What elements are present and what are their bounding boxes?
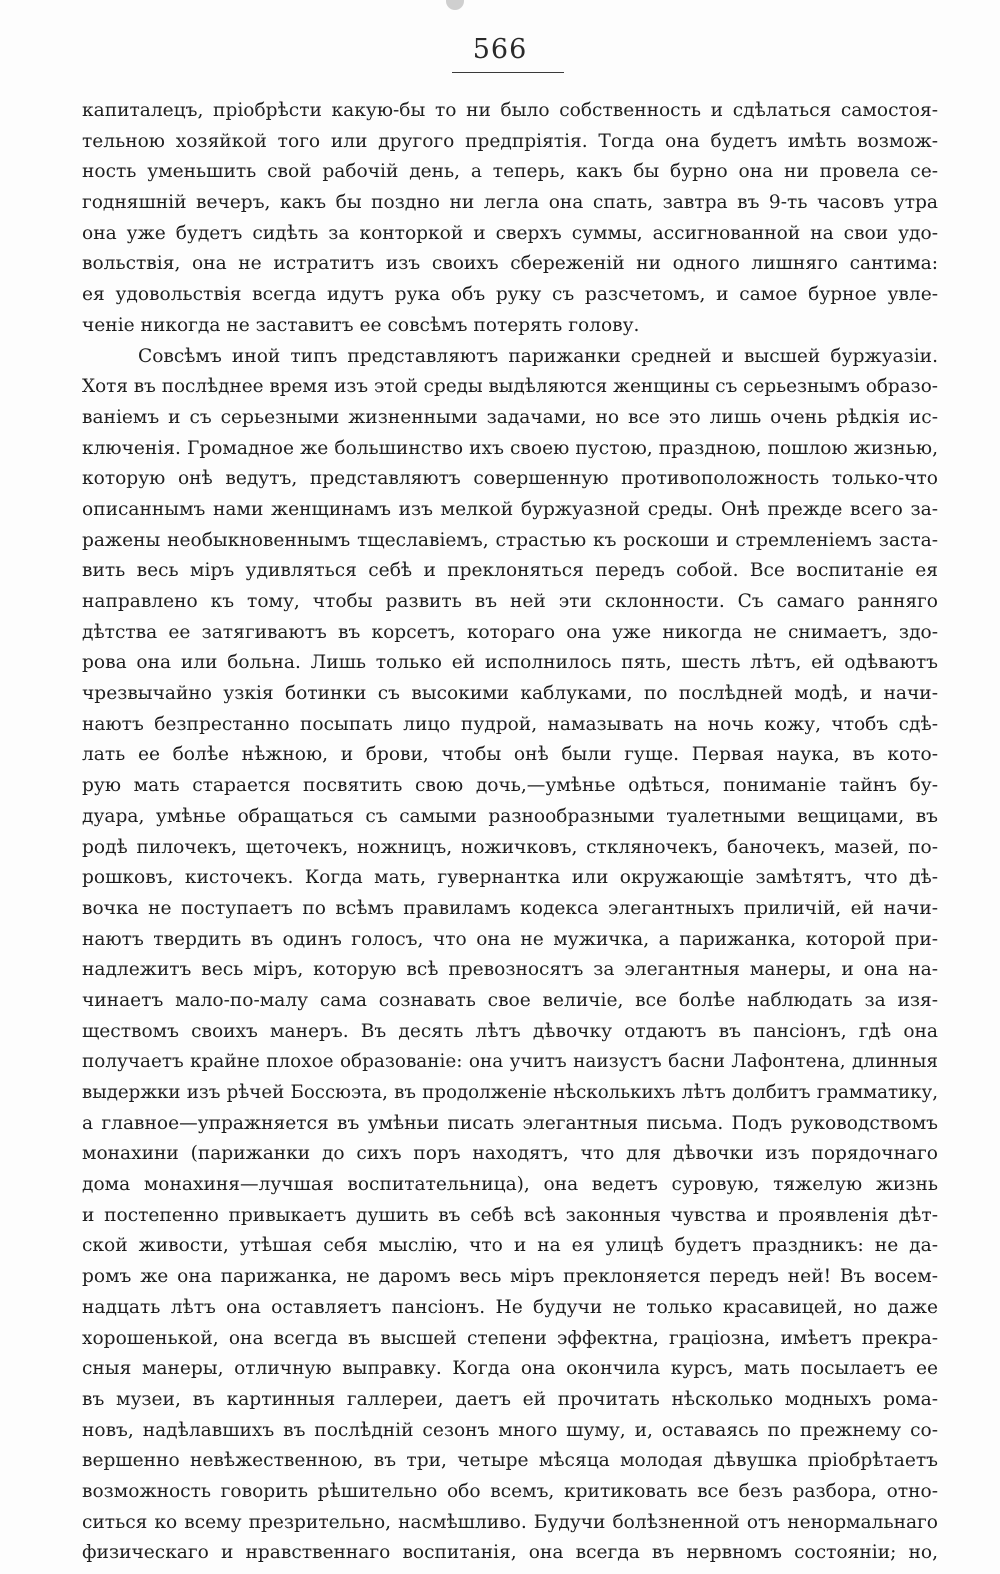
text-line: въ музеи, въ картинныя галлереи, даетъ ей прочитать нѣсколько модныхъ рома- [82,1388,938,1410]
text-line: ея удовольствія всегда идутъ рука объ руку съ разсчетомъ, и самое бурное увле- [82,284,938,306]
text-line: наютъ безпрестанно посыпать лицо пудрой, намазывать на ночь кожу, чтобъ сдѣ- [82,713,938,735]
text-line: капиталецъ, пріобрѣсти какую-бы то ни было собственность и сдѣлаться самостоя- [82,100,938,121]
text-line: вольствія, она не истратитъ изъ своихъ сбереженій ни одного лишняго сантима: [82,253,938,275]
text-line: направлено къ тому, чтобы развить въ ней эти склонности. Съ самаго ранняго [82,591,938,612]
text-line: годняшній вечеръ, какъ бы поздно ни легла она спать, завтра въ 9-ть часовъ утра [82,192,938,214]
text-line: Хотя въ послѣднее время изъ этой среды выдѣляются женщины съ серьезнымъ образо- [82,376,938,398]
text-line: ситься ко всему презрительно, насмѣшливо. Будучи болѣзненной отъ ненормальнаго [82,1511,938,1533]
text-line: рова она или больна. Лишь только ей исполнилось пять, шесть лѣтъ, ей одѣваютъ [82,652,938,674]
text-line: надцать лѣтъ она оставляетъ пансіонъ. Не будучи не только красавицей, но даже [82,1296,938,1318]
text-line: тельною хозяйкой того или другого предпріятія. Тогда она будетъ имѣть возмож- [82,130,938,152]
text-line: вершенно невѣжественною, въ три, четыре мѣсяца молодая дѣвушка пріобрѣтаетъ [82,1450,938,1472]
text-line: ражены необыкновеннымъ тщеславіемъ, страстью къ роскоши и стремленіемъ заста- [82,529,938,551]
text-line: вочка не поступаетъ по всѣмъ правиламъ кодекса элегантныхъ приличій, ей начи- [82,897,938,919]
text-line: монахини (парижанки до сихъ поръ находятъ, что для дѣвочки изъ порядочнаго [82,1143,938,1165]
text-line: родѣ пилочекъ, щеточекъ, ножницъ, ножичковъ, стклянoчекъ, баночекъ, мазей, по- [82,836,938,858]
text-line: рую мать старается посвятить свою дочь,—умѣнье одѣться, пониманіе тайнъ бу- [82,775,938,797]
text-line: возможность говорить рѣшительно обо всемъ, критиковать все безъ разбора, отно- [82,1480,938,1502]
text-line: ность уменьшить свой рабочій день, а теперь, какъ бы бурно она ни провела се- [82,161,938,183]
page-number: 566 [472,34,528,65]
text-line: наютъ твердить въ одинъ голосъ, что она не мужичка, а парижанка, которой при- [82,928,938,950]
paragraph-end-line: ченіе никогда не заставитъ ее совсѣмъ потерять голову. [82,314,640,336]
text-line: ской живости, утѣшая себя мыслію, что и на ея улицѣ будетъ праздникъ: не да- [82,1235,938,1257]
text-line: чрезвычайно узкія ботинки съ высокими каблуками, по послѣдней модѣ, и начи- [82,683,938,705]
text-line: рошковъ, кисточекъ. Когда мать, гувернантка или окружающіе замѣтятъ, что дѣ- [82,867,938,889]
text-line: дѣтства ее затягиваютъ въ корсетъ, котораго она уже никогда не снимаетъ, здо- [82,621,938,643]
text-line: ключенія. Громадное же большинство ихъ своею пустою, праздною, пошлою жизнью, [82,437,938,459]
text-line: получаетъ крайне плохое образованіе: она учитъ наизустъ басни Лафонтена, длинныя [82,1051,938,1073]
text-line: ществомъ своихъ манеръ. Въ десять лѣтъ дѣвочку отдаютъ въ пансіонъ, гдѣ она [82,1020,938,1042]
text-line: дуара, умѣнье обращаться съ самыми разнообразными туалетными вещицами, въ [82,805,938,827]
text-line: ваніемъ и съ серьезными жизненными задачами, но все это лишь очень рѣдкія ис- [82,406,938,428]
text-line: выдержки изъ рѣчей Боссюэта, въ продолженіе нѣсколькихъ лѣтъ долбитъ грамматику, [82,1082,938,1103]
text-line: новъ, надѣлавшихъ въ послѣдній сезонъ много шуму, и, оставаясь по прежнему со- [82,1419,938,1441]
paper-blemish [446,0,464,10]
text-line: физическаго и нравственнаго воспитанія, она всегда въ нервномъ состояніи; но, [82,1542,938,1564]
paragraph-start-line: Совсѣмъ иной типъ представляютъ парижанки средней и высшей буржуазіи. [138,345,938,367]
text-line: и постепенно привыкаетъ душить въ себѣ всѣ законныя чувства и проявленія дѣт- [82,1204,938,1226]
text-line: надлежитъ весь міръ, которую всѣ превозносятъ за элегантныя манеры, и она на- [82,959,938,981]
text-line: ромъ же она парижанка, не даромъ весь міръ преклоняется передъ ней! Въ восем- [82,1266,938,1288]
body-text [82,96,938,1569]
text-line: лать ее болѣе нѣжною, и брови, чтобы онѣ были гуще. Первая наука, въ кото- [82,744,938,766]
text-line: чинаетъ мало-по-малу сама сознавать свое величіе, все болѣе наблюдать за изя- [82,989,938,1011]
text-line: которую онѣ ведутъ, представляютъ совершенную противоположность только-что [82,468,938,490]
text-line: дома монахиня—лучшая воспитательница), она ведетъ суровую, тяжелую жизнь [82,1174,938,1196]
text-line: она уже будетъ сидѣть за конторкой и сверхъ суммы, ассигнованной на свои удо- [82,222,938,244]
text-line: вить весь міръ удивляться себѣ и преклоняться передъ собой. Все воспитаніе ея [82,560,938,582]
text-line: а главное—упражняется въ умѣньи писать элегантныя письма. Подъ руководствомъ [82,1112,938,1134]
text-line: сныя манеры, отличную выправку. Когда она окончила курсъ, мать посылаетъ ее [82,1358,938,1380]
header-rule [452,72,564,73]
text-line: хорошенькой, она всегда въ высшей степени эффектна, граціозна, имѣетъ прекра- [82,1327,938,1349]
text-line: описаннымъ нами женщинамъ изъ мелкой буржуазной среды. Онѣ прежде всего за- [82,498,938,520]
